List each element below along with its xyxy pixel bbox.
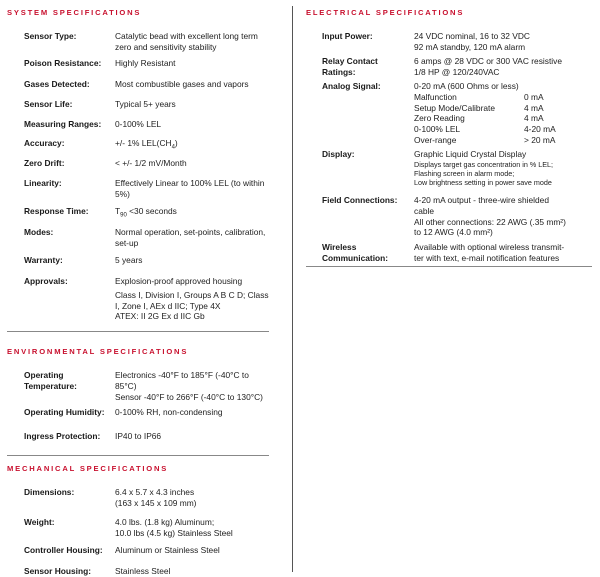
electrical-specs-title: ELECTRICAL SPECIFICATIONS [306,8,465,17]
environmental-specs-title: ENVIRONMENTAL SPECIFICATIONS [7,347,189,356]
mechanical-specs-title: MECHANICAL SPECIFICATIONS [7,464,169,473]
divider [306,266,592,267]
column-divider [292,6,293,572]
divider [7,455,269,456]
divider [7,331,269,332]
system-specs-title: SYSTEM SPECIFICATIONS [7,8,142,17]
